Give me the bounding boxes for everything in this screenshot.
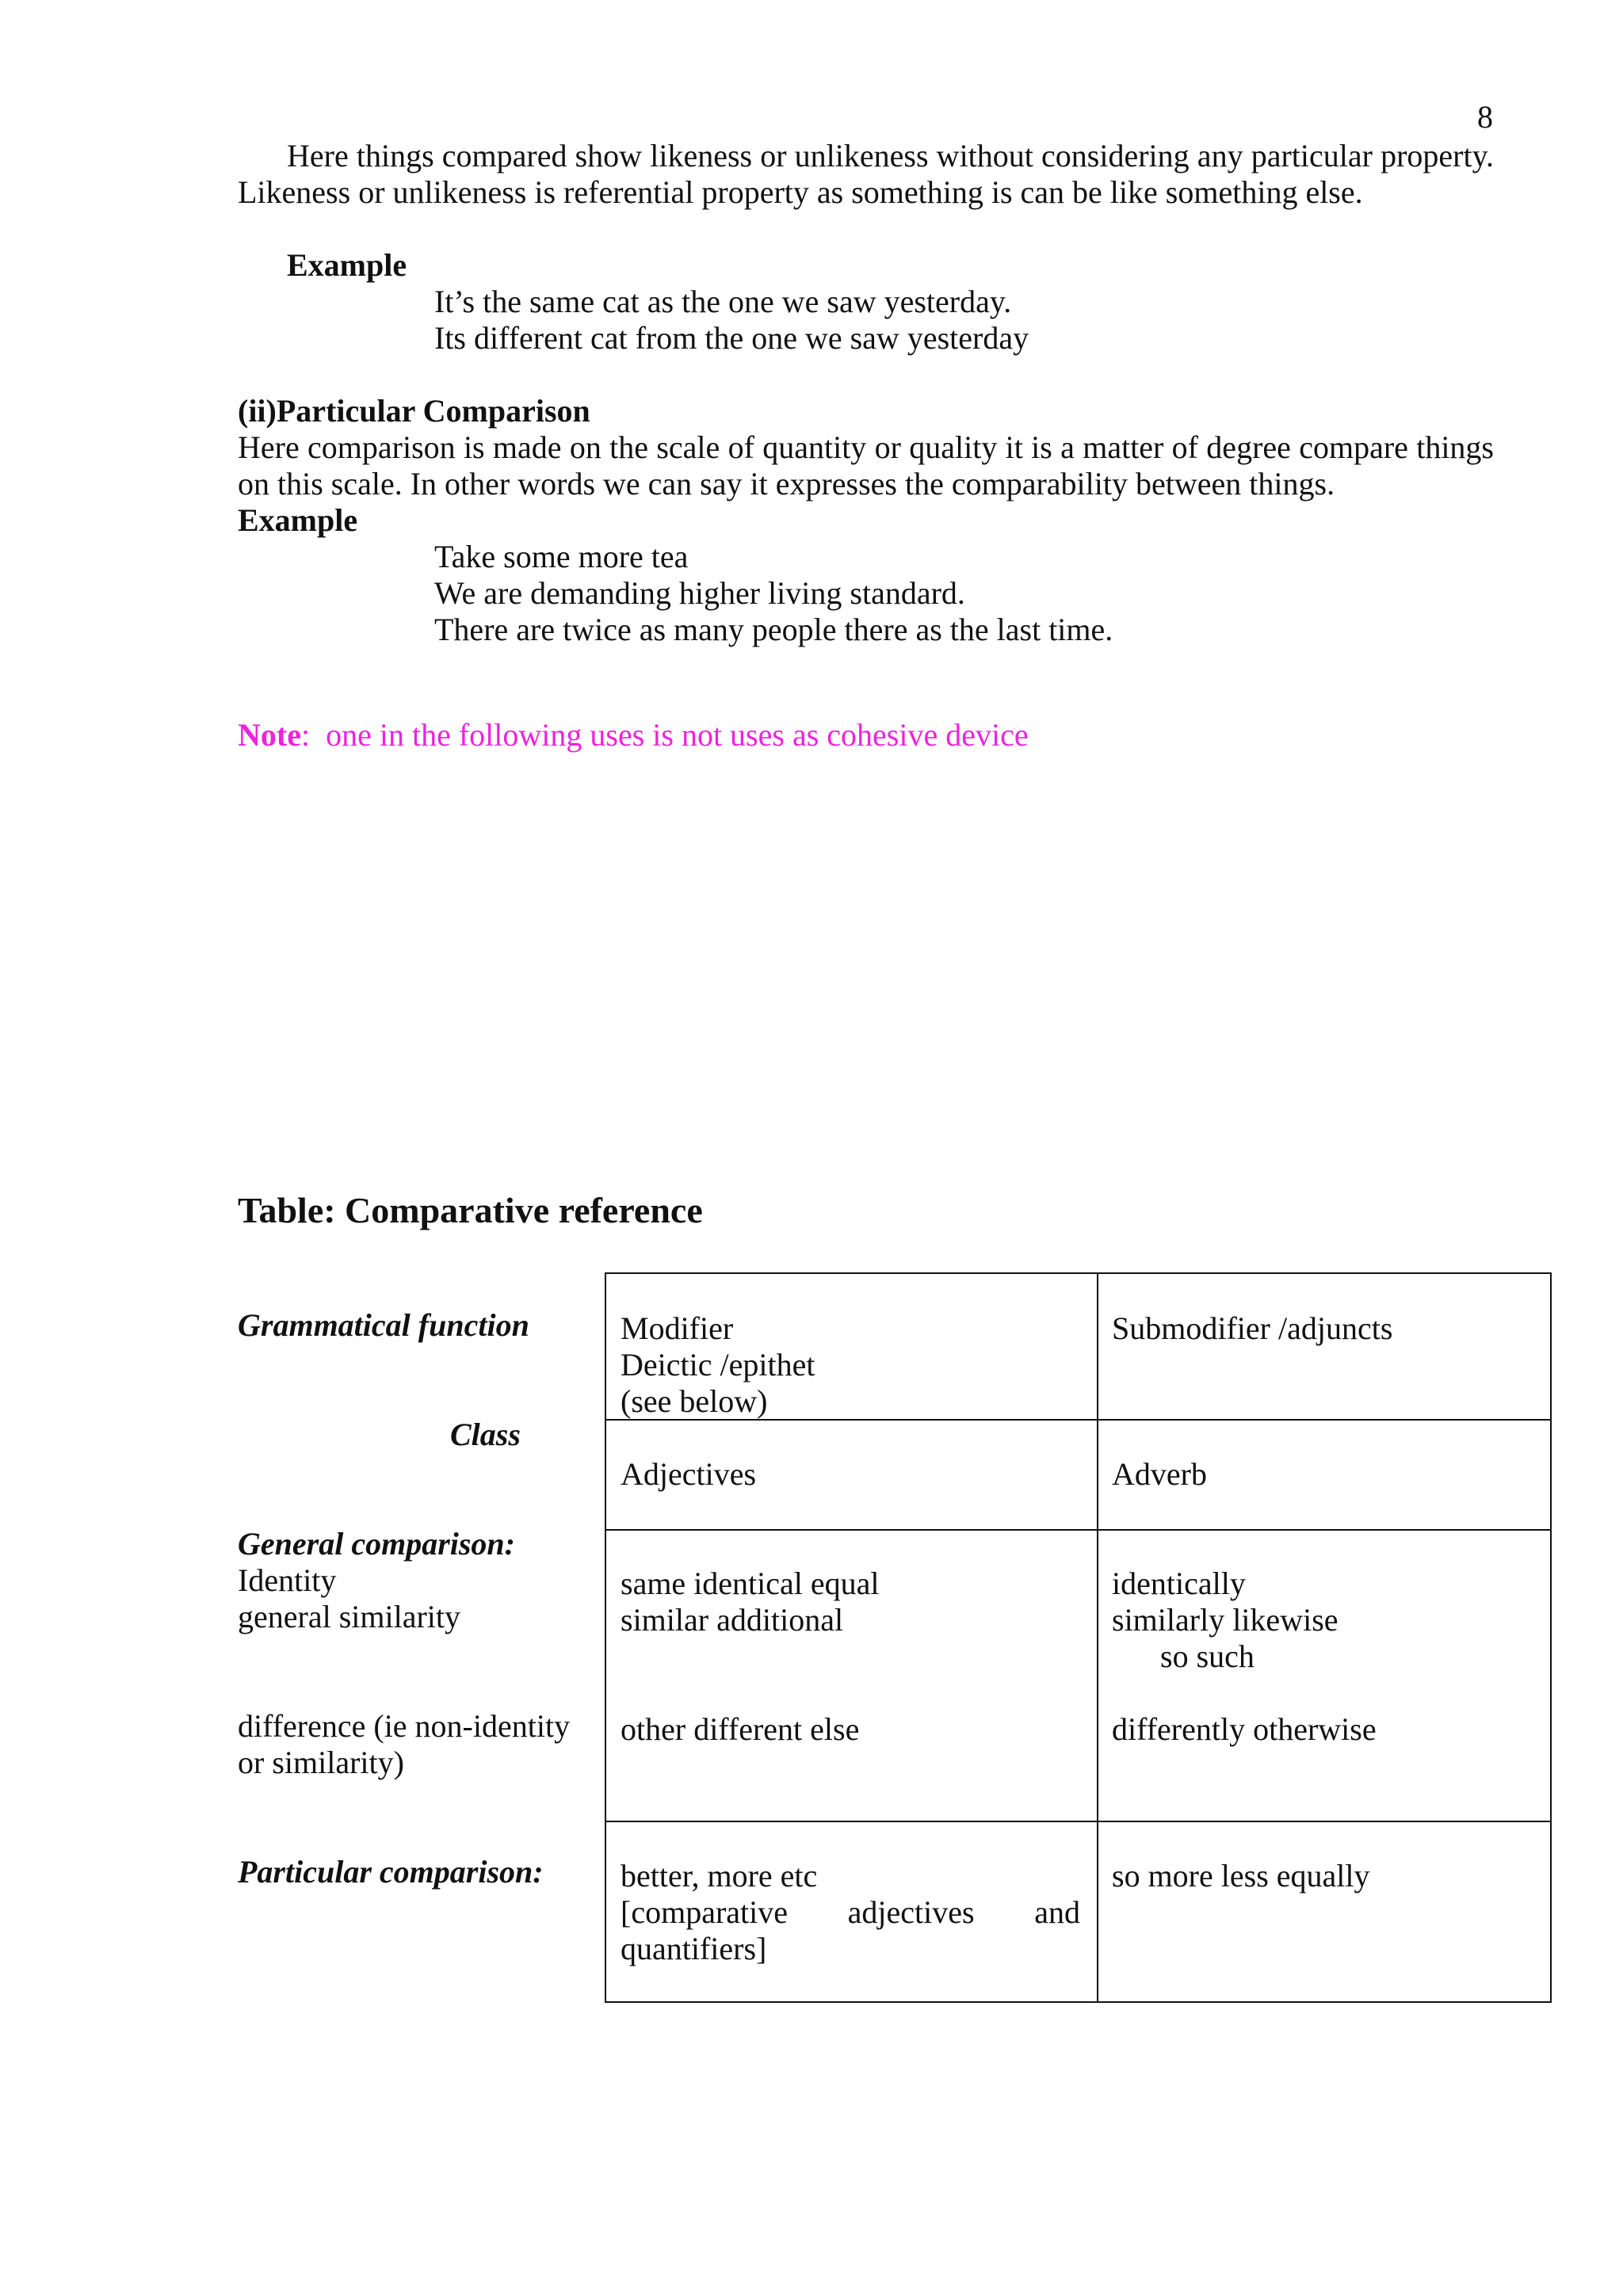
example1-line-2: Its different cat from the one we saw yesterday [434,320,1029,356]
cell-similarity-adjectives: similar additional [621,1602,844,1638]
cell-so-such: so such [1160,1638,1254,1674]
table-column-divider [1097,1274,1098,2001]
cell-identity-adjectives: same identical equal [621,1566,880,1601]
table-row-divider [606,1821,1550,1822]
particular-paragraph: Here comparison is made on the scale of quantity or quality it is a matter of degree compare things on this scale. In other words we can say it expresses the comparability between things. [238,429,1494,502]
label-general-similarity: general similarity [238,1599,461,1634]
example2-line-3: There are twice as many people there as the last time. [434,612,1113,647]
label-grammatical-function: Grammatical function [238,1307,529,1343]
cell-modifier: Modifier Deictic /epithet (see below) [621,1310,815,1419]
cell-particular-adjectives: better, more etc [comparative adjectives and quantifiers] [621,1858,1080,1966]
cell-adjectives: Adjectives [621,1456,757,1492]
cell-similarity-adverb: similarly likewise [1112,1602,1338,1638]
label-class: Class [450,1417,521,1452]
note-label: Note [238,717,301,753]
example2-line-2: We are demanding higher living standard. [434,575,965,611]
label-general-comparison: General comparison: [238,1526,515,1562]
example-heading-2: Example [238,502,358,538]
note: Note: one in the following uses is not uses as cohesive device [238,717,1029,753]
example2-line-1: Take some more tea [434,539,689,574]
particular-heading: (ii)Particular Comparison [238,393,590,429]
label-particular-comparison: Particular comparison: [238,1854,544,1890]
cell-identity-adverb: identically [1112,1566,1246,1601]
table-row-divider [606,1529,1550,1531]
cell-difference-adverb: differently otherwise [1112,1711,1377,1747]
example-heading-1: Example [287,247,407,283]
comparative-reference-table [605,1272,1552,2003]
page-number: 8 [1477,99,1493,135]
example1-line-1: It’s the same cat as the one we saw yesterday. [434,284,1012,319]
cell-particular-adverb: so more less equally [1112,1858,1370,1894]
label-difference: difference (ie non-identity or similarity) [238,1708,571,1780]
cell-adverb: Adverb [1112,1456,1207,1492]
cell-difference-adjectives: other different else [621,1711,860,1747]
table-title: Table: Comparative reference [238,1190,703,1230]
cell-submodifier: Submodifier /adjuncts [1112,1310,1393,1346]
note-text: one in the following uses is not uses as cohesive device [326,717,1029,753]
intro-paragraph: Here things compared show likeness or unlikeness without considering any particular property. Likeness or unlikeness is referential property as something is can be like something else. [238,138,1494,210]
label-identity: Identity [238,1562,337,1598]
